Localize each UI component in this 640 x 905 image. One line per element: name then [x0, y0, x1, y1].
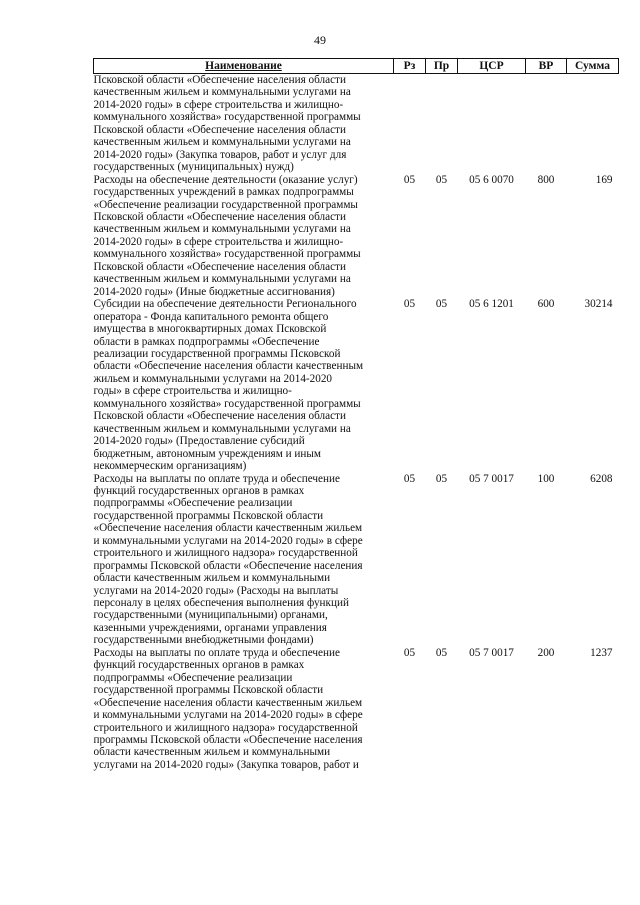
cell-name-line: области качественным жильем и коммунальными — [93, 746, 331, 759]
cell-name-line: некоммерческим организациям) — [93, 460, 247, 473]
cell-name-line: государственными внебюджетными фондами) — [93, 634, 314, 647]
cell-name — [94, 647, 394, 772]
cell-csr: 05 7 0017 — [469, 646, 514, 659]
cell-name-line: государственными (муниципальными) органами, — [93, 609, 328, 622]
cell-name-line: качественным жильем и коммунальными услугами на — [93, 223, 351, 236]
cell-name-line: подпрограммы «Обеспечение реализации — [93, 497, 293, 510]
cell-name — [94, 74, 394, 174]
cell-name-line: жильем и коммунальными услугами на 2014-2020 — [93, 372, 333, 385]
cell-rz — [394, 74, 426, 174]
cell-name-line: государственных (муниципальных) нужд) — [93, 161, 294, 174]
cell-name-line: области качественным жильем и коммунальными — [93, 572, 331, 585]
cell-name-line: услугами на 2014-2020 годы» (Расходы на выплаты — [93, 584, 339, 597]
cell-name-line: функций государственных органов в рамках — [93, 659, 305, 672]
cell-name — [94, 174, 394, 299]
table-row — [94, 74, 619, 174]
cell-name — [94, 298, 394, 472]
cell-name-line: казенными учреждениями, органами управления — [93, 621, 327, 634]
cell-vr: 200 — [537, 646, 555, 659]
cell-rz: 05 — [403, 646, 416, 659]
cell-name-line: Расходы на выплаты по оплате труда и обеспечение — [93, 646, 340, 659]
cell-name-line: Субсидии на обеспечение деятельности Регионального — [93, 298, 357, 311]
cell-name-line: Псковской области «Обеспечение населения области — [93, 260, 346, 273]
cell-name-line: 2014-2020 годы» в сфере строительства и жилищно- — [93, 235, 344, 248]
table-header — [94, 59, 619, 74]
page-number: 49 — [314, 33, 326, 47]
table-body — [94, 74, 619, 772]
cell-vr: 100 — [537, 472, 555, 485]
cell-pr: 05 — [435, 298, 448, 311]
cell-rz: 05 — [403, 472, 416, 485]
column-header-pr: Пр — [426, 59, 458, 74]
cell-name-line: Псковской области «Обеспечение населения области — [93, 74, 346, 86]
cell-rz: 05 — [403, 173, 416, 186]
cell-csr: 05 7 0017 — [469, 472, 514, 485]
cell-name-line: годы» в сфере строительства и жилищно- — [93, 385, 292, 398]
cell-rz: 05 — [403, 298, 416, 311]
cell-name-line: 2014-2020 годы» (Предоставление субсидий — [93, 435, 305, 448]
cell-pr — [426, 74, 458, 174]
cell-name-line: услугами на 2014-2020 годы» (Закупка товаров, работ и — [93, 758, 359, 771]
cell-vr: 600 — [537, 298, 555, 311]
cell-name-line: государственной программы Псковской области — [93, 684, 324, 697]
cell-name-line: 2014-2020 годы» (Закупка товаров, работ и услуг для — [93, 148, 347, 161]
column-header-sum: Сумма — [567, 59, 619, 74]
cell-name-line: государственной программы Псковской области — [93, 509, 324, 522]
cell-name-line: Расходы на обеспечение деятельности (оказание услуг) — [93, 173, 358, 186]
cell-pr: 05 — [435, 472, 448, 485]
cell-name — [94, 473, 394, 647]
cell-name-line: качественным жильем и коммунальными услугами на — [93, 136, 351, 149]
cell-name-line: и коммунальными услугами на 2014-2020 годы» в сфере — [93, 709, 363, 722]
cell-sum: 30214 — [584, 298, 613, 311]
cell-name-line: бюджетным, автономным учреждениям и иным — [93, 447, 321, 460]
table-row — [94, 647, 619, 772]
cell-name-line: персоналу в целях обеспечения выполнения функций — [93, 597, 349, 610]
cell-name-line: программы Псковской области «Обеспечение населения — [93, 734, 363, 747]
column-header-vr: ВР — [526, 59, 567, 74]
cell-vr: 800 — [537, 173, 555, 186]
column-header-rz: Рз — [394, 59, 426, 74]
cell-name-line: функций государственных органов в рамках — [93, 484, 305, 497]
cell-name-line: Расходы на выплаты по оплате труда и обеспечение — [93, 472, 340, 485]
table-row — [94, 174, 619, 299]
cell-name-line: качественным жильем и коммунальными услугами на — [93, 86, 351, 99]
cell-sum — [567, 74, 619, 174]
cell-name-line: коммунального хозяйства» государственной программы — [93, 248, 361, 261]
column-header-name: Наименование — [94, 59, 394, 74]
cell-name-line: строительного и жилищного надзора» государственной — [93, 721, 358, 734]
cell-name-line: оператора - Фонда капитального ремонта общего — [93, 310, 329, 323]
cell-name-line: 2014-2020 годы» (Иные бюджетные ассигнования) — [93, 285, 335, 298]
cell-name-line: «Обеспечение населения области качественным жильем — [93, 696, 363, 709]
cell-name-line: качественным жильем и коммунальными услугами на — [93, 422, 351, 435]
cell-name-line: коммунального хозяйства» государственной программы — [93, 397, 361, 410]
column-header-csr: ЦСР — [458, 59, 526, 74]
cell-name-line: и коммунальными услугами на 2014-2020 годы» в сфере — [93, 534, 363, 547]
cell-name-line: области в рамках подпрограммы «Обеспечение — [93, 335, 320, 348]
cell-name-line: качественным жильем и коммунальными услугами на — [93, 273, 351, 286]
table-row — [94, 298, 619, 472]
cell-name-line: области «Обеспечение населения области качественным — [93, 360, 364, 373]
cell-name-line: программы Псковской области «Обеспечение населения — [93, 559, 363, 572]
cell-sum: 6208 — [590, 472, 613, 485]
cell-vr — [526, 74, 567, 174]
cell-name-line: государственных учреждений в рамках подпрограммы — [93, 186, 354, 199]
cell-name-line: Псковской области «Обеспечение населения области — [93, 210, 346, 223]
cell-name-line: «Обеспечение реализации государственной программы — [93, 198, 358, 211]
cell-csr — [458, 74, 526, 174]
cell-name-line: Псковской области «Обеспечение населения области — [93, 123, 346, 136]
cell-csr: 05 6 0070 — [469, 173, 514, 186]
cell-name-line: коммунального хозяйства» государственной программы — [93, 111, 361, 124]
cell-name-line: подпрограммы «Обеспечение реализации — [93, 671, 293, 684]
cell-name-line: 2014-2020 годы» в сфере строительства и жилищно- — [93, 98, 344, 111]
cell-sum: 1237 — [590, 646, 613, 659]
cell-name-line: имущества в многоквартирных домах Псковской — [93, 323, 327, 336]
budget-table — [93, 58, 619, 771]
cell-name-line: реализации государственной программы Псковской — [93, 347, 341, 360]
cell-pr: 05 — [435, 646, 448, 659]
cell-csr: 05 6 1201 — [469, 298, 514, 311]
cell-sum: 169 — [595, 173, 613, 186]
cell-name-line: строительного и жилищного надзора» государственной — [93, 547, 358, 560]
cell-name-line: «Обеспечение населения области качественным жильем — [93, 522, 363, 535]
cell-pr: 05 — [435, 173, 448, 186]
table-row — [94, 473, 619, 647]
cell-name-line: Псковской области «Обеспечение населения области — [93, 410, 346, 423]
